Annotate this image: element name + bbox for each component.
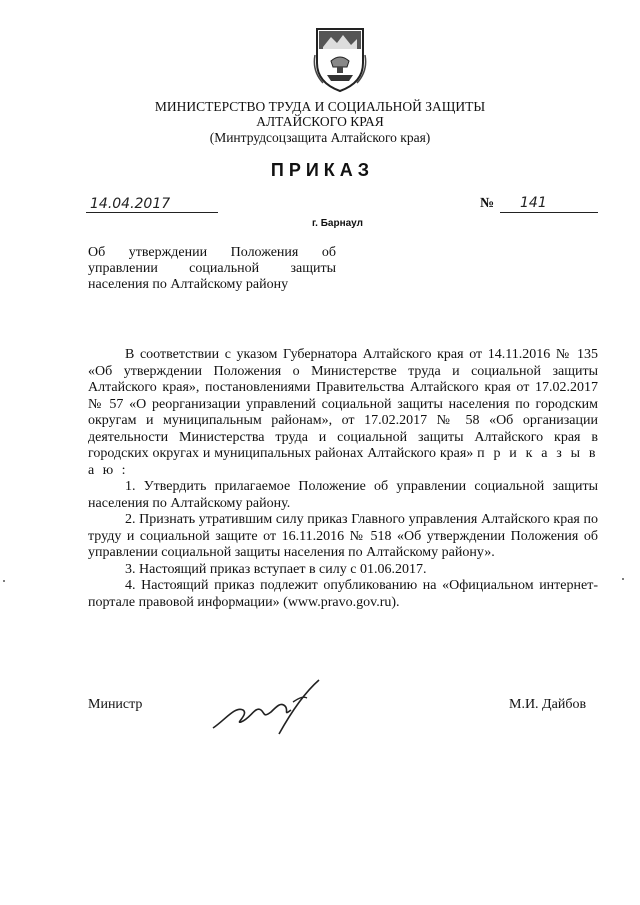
- subject-line: населения по Алтайскому району: [88, 277, 289, 292]
- preamble-paragraph: [88, 347, 598, 479]
- date-underline: [86, 212, 218, 213]
- order-item: 2. Признать утратившим силу приказ Главного управления Алтайского края по труду и социальной защите от 16.11.2016 № 518 «Об утверждении Положения об управлении социальной защиты населения по Алтайскому району».: [88, 512, 598, 560]
- subject-line: управлении социальной защиты: [88, 261, 336, 276]
- order-word: п р и к а з ы в а ю :: [88, 446, 599, 478]
- order-body: [88, 347, 598, 611]
- order-item: 4. Настоящий приказ подлежит опубликованию на «Официальном интернет-портале правовой информации» (www.pravo.gov.ru).: [88, 578, 598, 610]
- signatory-position: Министр: [88, 697, 143, 712]
- city: г. Барнаул: [312, 218, 363, 229]
- ministry-short-name: (Минтрудсоцзащита Алтайского края): [209, 130, 431, 145]
- order-date: 14.04.2017: [90, 196, 171, 212]
- order-item: 3. Настоящий приказ вступает в силу с 01.06.2017.: [125, 561, 427, 577]
- order-subject: [88, 245, 336, 293]
- order-item: 1. Утвердить прилагаемое Положение об управлении социальной защиты населения по Алтайскому району.: [88, 479, 598, 511]
- subject-line: Об утверждении Положения об: [88, 245, 336, 260]
- preamble-text: В соответствии с указом Губернатора Алтайского края от 14.11.2016 № 135 «Об утверждении Положения о Министерстве труда и социальной защиты Алтайского края», постановлениями Правительства Алтайского края от 17.02.2017 № 57 «О реорганизации управлений социальной защиты населения по городским округам и муниципальным районам», от 17.02.2017 № 58 «Об организации деятельности Министерства труда и социальной защиты Алтайского края в городских округах и муниципальных районах Алтайского края»: [88, 347, 598, 461]
- scan-mark: [3, 580, 5, 582]
- number-underline: [500, 212, 598, 213]
- ministry-name-line2: АЛТАЙСКОГО КРАЯ: [256, 114, 384, 129]
- scan-mark: [622, 578, 624, 580]
- handwritten-signature: [205, 676, 325, 738]
- ministry-name-line1: МИНИСТЕРСТВО ТРУДА И СОЦИАЛЬНОЙ ЗАЩИТЫ: [154, 99, 486, 114]
- altai-krai-coat-of-arms-icon: [313, 25, 367, 93]
- document-title: П Р И К А З: [270, 160, 370, 180]
- number-label: №: [480, 196, 495, 211]
- signatory-name: М.И. Дайбов: [509, 697, 587, 712]
- order-number: 141: [520, 195, 547, 211]
